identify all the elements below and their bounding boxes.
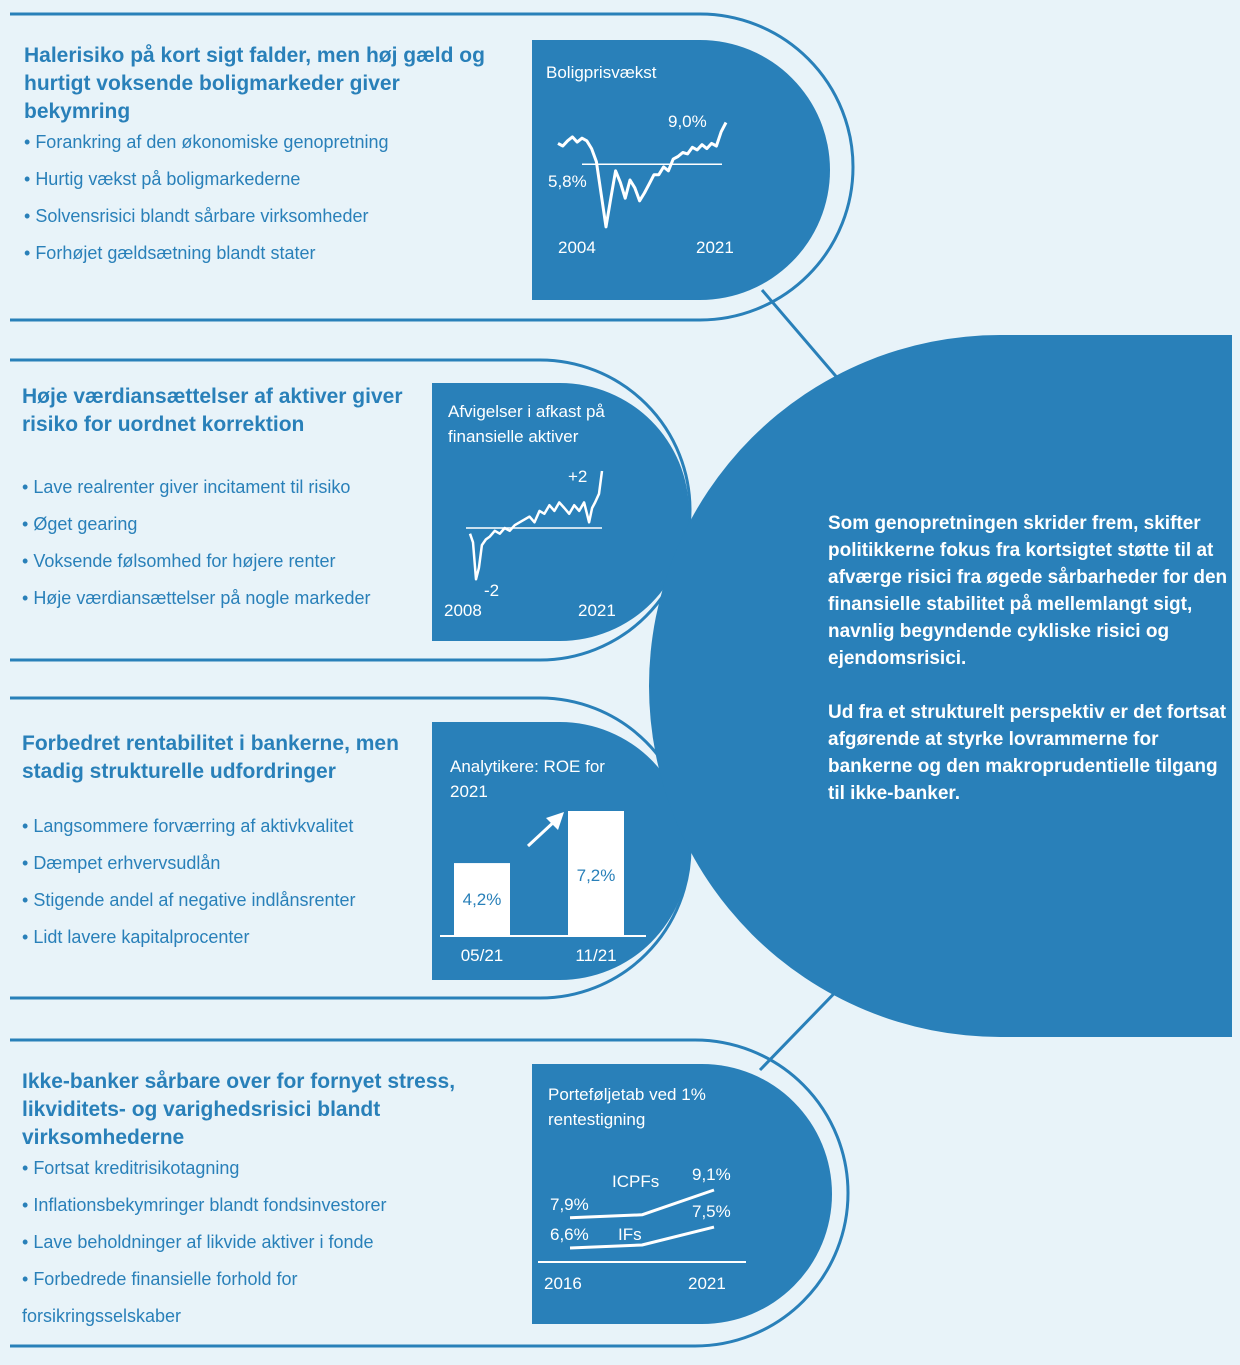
- house-price-chart: [532, 40, 832, 300]
- x-end-label: 2021: [578, 601, 616, 620]
- asset-return-line: [470, 471, 602, 579]
- section-1-bullet: • Solvensrisici blandt sårbare virksomheder: [24, 198, 389, 235]
- section-2-bullet: • Voksende følsomhed for højere renter: [22, 543, 412, 580]
- max-value-label: +2: [568, 467, 588, 486]
- section-4-bullet: • Forbedrede finansielle forhold for forsikringsselskaber: [22, 1261, 362, 1335]
- series-start-label: 7,9%: [550, 1194, 589, 1214]
- x-start-label: 2004: [558, 238, 596, 257]
- bar-value-label: 4,2%: [462, 890, 502, 910]
- chart-title: Porteføljetab ved 1% rentestigning: [548, 1085, 706, 1129]
- section-3-bullet: • Langsommere forværring af aktivkvalitet: [22, 808, 356, 845]
- roe-chart: [432, 722, 692, 980]
- center-paragraph: Som genopretningen skrider frem, skifter politikkerne fokus fra kortsigtet støtte til at afværge risici fra øgede sårbarheder for den finansielle stabilitet på mellemlangt sigt, navnlig begyndende cykliske risici og ejendomsrisici.: [828, 513, 1228, 669]
- section-1-bullet: • Forankring af den økonomiske genopretning: [24, 124, 389, 161]
- asset-return-chart: [432, 383, 692, 641]
- x-end-label: 2021: [696, 238, 734, 257]
- chart-title: Afvigelser i afkast på finansielle aktiver: [448, 402, 605, 446]
- x-start-label: 2016: [544, 1274, 582, 1293]
- center-message: [828, 510, 1228, 834]
- section-1-title: Halerisiko på kort sigt falder, men høj gæld og hurtigt voksende boligmarkeder giver bekymring: [24, 44, 485, 123]
- section-4-title: Ikke-banker sårbare over for fornyet stress, likviditets- og varighedsrisici blandt virksomhederne: [22, 1070, 456, 1149]
- section-4-bullet: • Inflationsbekymringer blandt fondsinvestorer: [22, 1187, 492, 1224]
- x-start-label: 2008: [444, 601, 482, 620]
- section-3-bullet: • Lidt lavere kapitalprocenter: [22, 919, 356, 956]
- reference-value-label: 5,8%: [548, 172, 587, 191]
- section-1-bullet: • Hurtig vækst på boligmarkederne: [24, 161, 389, 198]
- trend-arrow-shaft: [528, 820, 556, 846]
- chart-title: Boligprisvækst: [546, 63, 657, 82]
- bar-value-label: 7,2%: [576, 866, 616, 885]
- min-value-label: -2: [484, 581, 500, 600]
- house-price-plot: [532, 40, 832, 300]
- x-tick-label: 11/21: [575, 946, 617, 965]
- series-end-label: 7,5%: [692, 1202, 731, 1222]
- x-end-label: 2021: [688, 1274, 726, 1293]
- section-2-bullet: • Lave realrenter giver incitament til risiko: [22, 469, 412, 506]
- roe-plot: [432, 722, 692, 980]
- section-3-bullet: • Stigende andel af negative indlånsrenter: [22, 882, 356, 919]
- series-name-label: IFs: [618, 1225, 642, 1244]
- series-end-label: 9,1%: [692, 1165, 731, 1184]
- section-1-bullets: [24, 124, 389, 272]
- section-4-bullet: • Lave beholdninger af likvide aktiver i fonde: [22, 1224, 492, 1261]
- section-3-title: Forbedret rentabilitet i bankerne, men stadig strukturelle udfordringer: [22, 732, 399, 783]
- section-2-bullet: • Øget gearing: [22, 506, 412, 543]
- portfolio-loss-chart: [532, 1064, 832, 1324]
- x-tick-label: 05/21: [460, 946, 504, 965]
- section-2-bullet: • Høje værdiansættelser på nogle markeder: [22, 580, 412, 617]
- center-paragraph: Ud fra et strukturelt perspektiv er det fortsat afgørende at styrke lovrammerne for bankerne og den makroprudentielle tilgang til ikke-banker.: [828, 702, 1227, 804]
- series-name-label: ICPFs: [612, 1172, 660, 1191]
- last-value-label: 9,0%: [668, 112, 707, 131]
- section-4-bullet: • Fortsat kreditrisikotagning: [22, 1150, 492, 1187]
- section-4-bullets: [22, 1150, 492, 1335]
- section-2-bullets: [22, 469, 412, 617]
- chart-title: Analytikere: ROE for 2021: [450, 757, 605, 801]
- section-3-bullet: • Dæmpet erhvervsudlån: [22, 845, 356, 882]
- section-1-bullet: • Forhøjet gældsætning blandt stater: [24, 235, 389, 272]
- section-2-title: Høje værdiansættelser af aktiver giver risiko for uordnet korrektion: [22, 385, 403, 436]
- section-3-bullets: [22, 808, 356, 956]
- series-line-ifs: [570, 1227, 714, 1248]
- series-start-label: 6,6%: [550, 1225, 589, 1244]
